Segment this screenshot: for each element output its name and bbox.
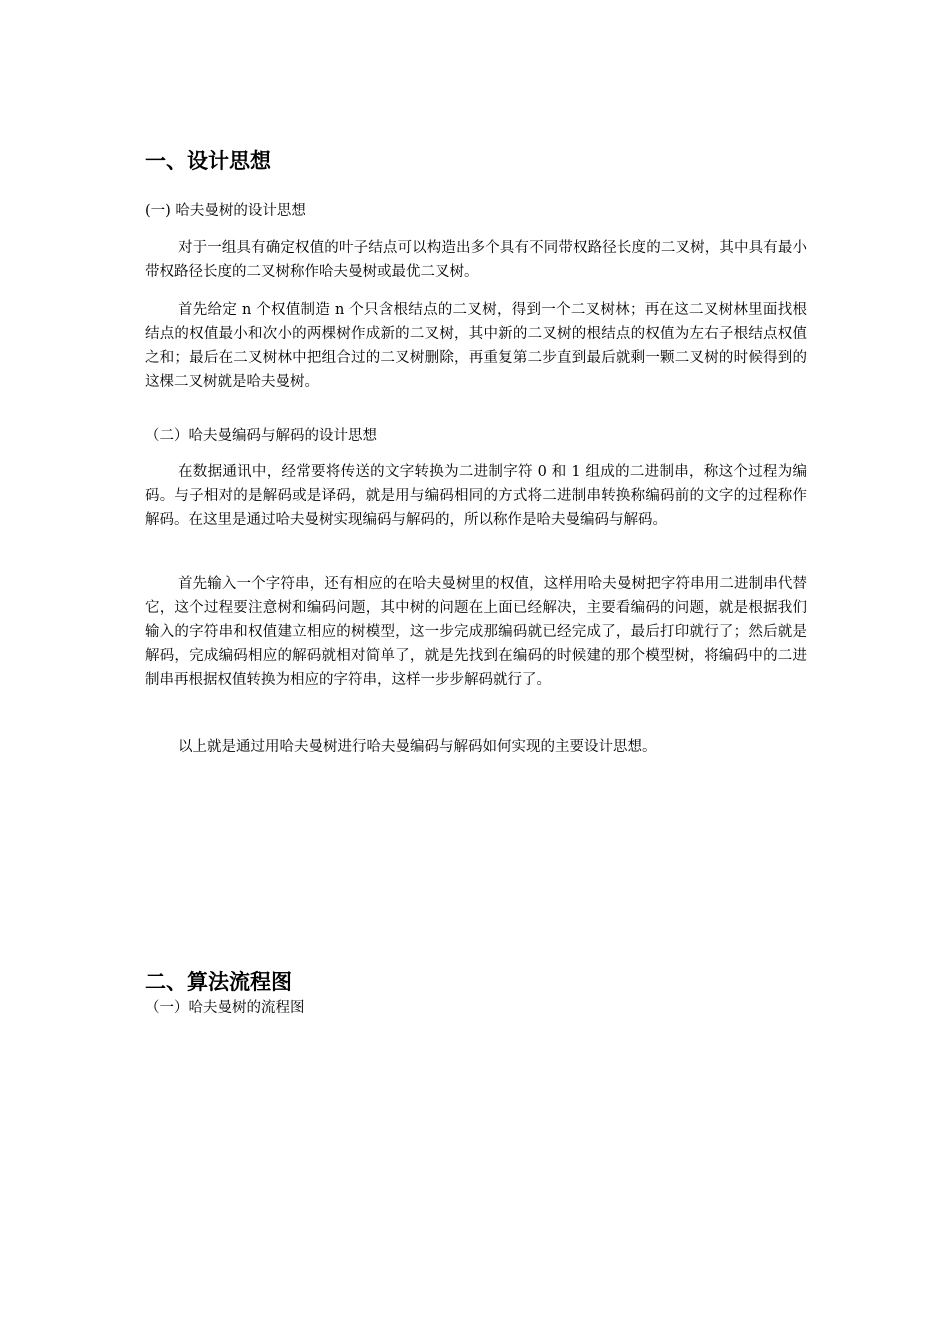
- paragraph-huffman-definition: 对于一组具有确定权值的叶子结点可以构造出多个具有不同带权路径长度的二叉树，其中具有最小带权路径长度的二叉树称作哈夫曼树或最优二叉树。: [145, 240, 807, 280]
- section-heading-flowchart: 二、算法流程图: [145, 970, 292, 994]
- section-heading-design: 一、设计思想: [145, 149, 271, 173]
- paragraph-summary: 以上就是通过用哈夫曼树进行哈夫曼编码与解码如何实现的主要设计思想。: [178, 739, 657, 755]
- paragraph-encoding-process: 首先输入一个字符串，还有相应的在哈夫曼树里的权值，这样用哈夫曼树把字符串用二进制串代替它，这个过程要注意树和编码问题，其中树的问题在上面已经解决，主要看编码的问题，就是根据我们输入的字符串和权值建立相应的树模型，这一步完成那编码就已经完成了，最后打印就行了；然后就是解码，完成编码相应的解码就相对简单了，就是先找到在编码的时候建的那个模型树，将编码中的二进制串再根据权值转换为相应的字符串，这样一步步解码就行了。: [145, 576, 807, 688]
- subsection-heading-huffman-tree: (一) 哈夫曼树的设计思想: [145, 203, 306, 219]
- subsection-heading-encoding-decoding: （二）哈夫曼编码与解码的设计思想: [145, 428, 377, 444]
- paragraph-huffman-construction: 首先给定 n 个权值制造 n 个只含根结点的二叉树，得到一个二叉树林；再在这二叉树林里面找根结点的权值最小和次小的两棵树作成新的二叉树，其中新的二叉树的根结点的权值为左右子根结点权值之和；最后在二叉树林中把组合过的二叉树删除，再重复第二步直到最后就剩一颗二叉树的时候得到的这棵二叉树就是哈夫曼树。: [145, 302, 807, 390]
- paragraph-encoding-definition: 在数据通讯中，经常要将传送的文字转换为二进制字符 0 和 1 组成的二进制串，称这个过程为编码。与子相对的是解码或是译码，就是用与编码相同的方式将二进制串转换称编码前的文字的过程称作解码。在这里是通过哈夫曼树实现编码与解码的，所以称作是哈夫曼编码与解码。: [145, 464, 807, 528]
- subsection-heading-tree-flowchart: （一）哈夫曼树的流程图: [145, 1000, 305, 1016]
